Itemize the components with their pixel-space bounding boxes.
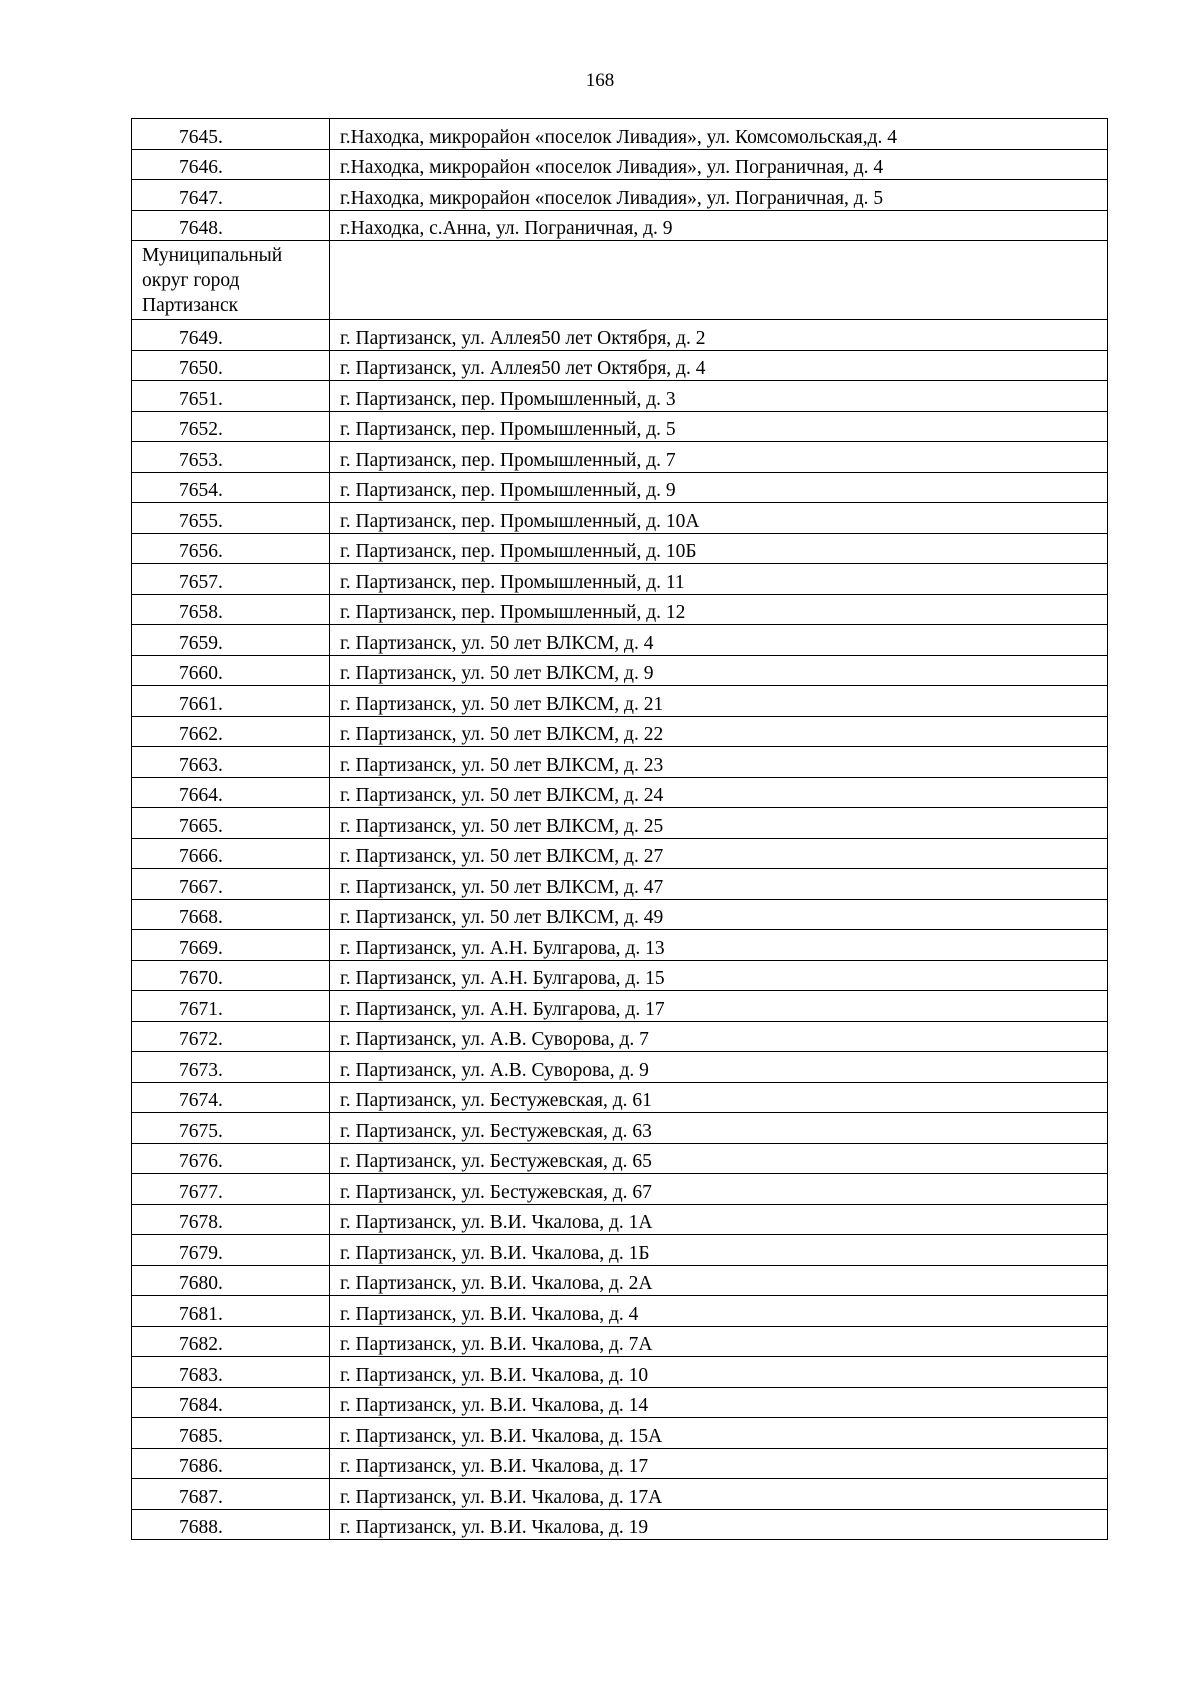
- table-row: [132, 564, 1108, 595]
- row-address: г. Партизанск, ул. А.Н. Булгарова, д. 17: [330, 991, 1108, 1022]
- row-address: г.Находка, микрорайон «поселок Ливадия», ул. Пограничная, д. 4: [330, 149, 1108, 180]
- row-number: 7652.: [132, 411, 330, 442]
- row-address: г. Партизанск, ул. В.И. Чкалова, д. 7А: [330, 1326, 1108, 1357]
- row-address: г. Партизанск, ул. Бестужевская, д. 65: [330, 1143, 1108, 1174]
- row-address: г. Партизанск, ул. В.И. Чкалова, д. 15А: [330, 1418, 1108, 1449]
- row-number: 7676.: [132, 1143, 330, 1174]
- row-number: 7660.: [132, 655, 330, 686]
- row-number: 7662.: [132, 716, 330, 747]
- row-number: 7656.: [132, 533, 330, 564]
- row-number: 7669.: [132, 930, 330, 961]
- table-row: [132, 1265, 1108, 1296]
- row-number: 7661.: [132, 686, 330, 717]
- row-address: г. Партизанск, ул. 50 лет ВЛКСМ, д. 24: [330, 777, 1108, 808]
- table-row: [132, 1418, 1108, 1449]
- row-address: г. Партизанск, ул. В.И. Чкалова, д. 14: [330, 1387, 1108, 1418]
- row-address: г. Партизанск, ул. 50 лет ВЛКСМ, д. 9: [330, 655, 1108, 686]
- table-row: [132, 180, 1108, 211]
- row-number: 7685.: [132, 1418, 330, 1449]
- row-address: г. Партизанск, ул. Бестужевская, д. 63: [330, 1113, 1108, 1144]
- row-number: 7679.: [132, 1235, 330, 1266]
- row-address: г. Партизанск, ул. 50 лет ВЛКСМ, д. 27: [330, 838, 1108, 869]
- row-number: 7650.: [132, 350, 330, 381]
- row-number: 7647.: [132, 180, 330, 211]
- table-row: [132, 472, 1108, 503]
- row-number: 7668.: [132, 899, 330, 930]
- row-address: г. Партизанск, пер. Промышленный, д. 10А: [330, 503, 1108, 534]
- row-number: 7675.: [132, 1113, 330, 1144]
- row-address: г. Партизанск, ул. В.И. Чкалова, д. 17А: [330, 1479, 1108, 1510]
- table-row: [132, 1357, 1108, 1388]
- row-number: 7670.: [132, 960, 330, 991]
- row-number: 7653.: [132, 442, 330, 473]
- section-address-cell: [330, 241, 1108, 320]
- row-address: г. Партизанск, ул. В.И. Чкалова, д. 1Б: [330, 1235, 1108, 1266]
- row-address: г. Партизанск, ул. В.И. Чкалова, д. 2А: [330, 1265, 1108, 1296]
- table-row: [132, 625, 1108, 656]
- row-address: г. Партизанск, ул. Аллея50 лет Октября, д. 4: [330, 350, 1108, 381]
- row-number: 7682.: [132, 1326, 330, 1357]
- row-address: г.Находка, с.Анна, ул. Пограничная, д. 9: [330, 210, 1108, 241]
- table-row: [132, 1235, 1108, 1266]
- row-address: г. Партизанск, ул. В.И. Чкалова, д. 4: [330, 1296, 1108, 1327]
- table-row: [132, 899, 1108, 930]
- row-address: г. Партизанск, пер. Промышленный, д. 3: [330, 381, 1108, 412]
- table-row: [132, 533, 1108, 564]
- row-address: г. Партизанск, ул. Аллея50 лет Октября, д. 2: [330, 320, 1108, 351]
- row-address: г.Находка, микрорайон «поселок Ливадия», ул. Комсомольская,д. 4: [330, 119, 1108, 150]
- row-number: 7649.: [132, 320, 330, 351]
- table-row: [132, 1326, 1108, 1357]
- table-row: [132, 1448, 1108, 1479]
- table-row: [132, 716, 1108, 747]
- table-row: [132, 411, 1108, 442]
- table-row: [132, 1174, 1108, 1205]
- row-address: г. Партизанск, пер. Промышленный, д. 11: [330, 564, 1108, 595]
- table-row: [132, 350, 1108, 381]
- row-number: 7686.: [132, 1448, 330, 1479]
- row-address: г. Партизанск, ул. Бестужевская, д. 61: [330, 1082, 1108, 1113]
- row-address: г. Партизанск, пер. Промышленный, д. 10Б: [330, 533, 1108, 564]
- row-number: 7648.: [132, 210, 330, 241]
- row-number: 7664.: [132, 777, 330, 808]
- table-row: [132, 119, 1108, 150]
- section-group: [132, 241, 1108, 320]
- row-address: г. Партизанск, пер. Промышленный, д. 7: [330, 442, 1108, 473]
- address-table: [131, 118, 1108, 1540]
- row-number: 7663.: [132, 747, 330, 778]
- table-row: [132, 1143, 1108, 1174]
- table-row: [132, 991, 1108, 1022]
- table-row: [132, 442, 1108, 473]
- page-number: 168: [585, 70, 615, 91]
- row-address: г. Партизанск, ул. 50 лет ВЛКСМ, д. 21: [330, 686, 1108, 717]
- row-number: 7654.: [132, 472, 330, 503]
- row-address: г.Находка, микрорайон «поселок Ливадия», ул. Пограничная, д. 5: [330, 180, 1108, 211]
- row-number: 7684.: [132, 1387, 330, 1418]
- table-row: [132, 1204, 1108, 1235]
- table-row: [132, 838, 1108, 869]
- table-row: [132, 747, 1108, 778]
- row-number: 7655.: [132, 503, 330, 534]
- row-number: 7672.: [132, 1021, 330, 1052]
- table-row: [132, 960, 1108, 991]
- row-number: 7681.: [132, 1296, 330, 1327]
- row-number: 7677.: [132, 1174, 330, 1205]
- table-row: [132, 1479, 1108, 1510]
- row-number: 7687.: [132, 1479, 330, 1510]
- table-row: [132, 686, 1108, 717]
- table-row: [132, 320, 1108, 351]
- table-row: [132, 655, 1108, 686]
- row-address: г. Партизанск, ул. В.И. Чкалова, д. 17: [330, 1448, 1108, 1479]
- row-number: 7671.: [132, 991, 330, 1022]
- row-number: 7651.: [132, 381, 330, 412]
- table-row: [132, 594, 1108, 625]
- row-address: г. Партизанск, ул. 50 лет ВЛКСМ, д. 49: [330, 899, 1108, 930]
- row-address: г. Партизанск, ул. А.Н. Булгарова, д. 15: [330, 960, 1108, 991]
- table-row: [132, 1052, 1108, 1083]
- row-address: г. Партизанск, ул. Бестужевская, д. 67: [330, 1174, 1108, 1205]
- row-address: г. Партизанск, ул. 50 лет ВЛКСМ, д. 22: [330, 716, 1108, 747]
- table-row: [132, 930, 1108, 961]
- row-address: г. Партизанск, ул. 50 лет ВЛКСМ, д. 25: [330, 808, 1108, 839]
- table-row: [132, 1113, 1108, 1144]
- table-row: [132, 381, 1108, 412]
- table-row: [132, 1387, 1108, 1418]
- row-number: 7657.: [132, 564, 330, 595]
- row-number: 7645.: [132, 119, 330, 150]
- table-body-part2: [132, 320, 1108, 1540]
- table-row: [132, 1296, 1108, 1327]
- table-row: [132, 1021, 1108, 1052]
- table-row: [132, 1509, 1108, 1540]
- row-number: 7674.: [132, 1082, 330, 1113]
- row-number: 7646.: [132, 149, 330, 180]
- row-address: г. Партизанск, ул. А.В. Суворова, д. 9: [330, 1052, 1108, 1083]
- row-address: г. Партизанск, ул. В.И. Чкалова, д. 19: [330, 1509, 1108, 1540]
- table-row: [132, 1082, 1108, 1113]
- row-address: г. Партизанск, ул. В.И. Чкалова, д. 1А: [330, 1204, 1108, 1235]
- row-address: г. Партизанск, ул. 50 лет ВЛКСМ, д. 47: [330, 869, 1108, 900]
- table-row: [132, 777, 1108, 808]
- table-row: [132, 503, 1108, 534]
- row-address: г. Партизанск, ул. 50 лет ВЛКСМ, д. 4: [330, 625, 1108, 656]
- row-number: 7683.: [132, 1357, 330, 1388]
- row-number: 7688.: [132, 1509, 330, 1540]
- table-row: [132, 808, 1108, 839]
- row-number: 7666.: [132, 838, 330, 869]
- row-address: г. Партизанск, пер. Промышленный, д. 9: [330, 472, 1108, 503]
- row-number: 7665.: [132, 808, 330, 839]
- row-number: 7680.: [132, 1265, 330, 1296]
- table-row: [132, 210, 1108, 241]
- row-address: г. Партизанск, ул. 50 лет ВЛКСМ, д. 23: [330, 747, 1108, 778]
- row-address: г. Партизанск, пер. Промышленный, д. 12: [330, 594, 1108, 625]
- table-row: [132, 869, 1108, 900]
- row-number: 7667.: [132, 869, 330, 900]
- row-number: 7659.: [132, 625, 330, 656]
- row-address: г. Партизанск, ул. А.Н. Булгарова, д. 13: [330, 930, 1108, 961]
- row-number: 7658.: [132, 594, 330, 625]
- section-title: Муниципальный округ город Партизанск: [132, 241, 330, 320]
- row-address: г. Партизанск, ул. В.И. Чкалова, д. 10: [330, 1357, 1108, 1388]
- row-number: 7678.: [132, 1204, 330, 1235]
- row-address: г. Партизанск, ул. А.В. Суворова, д. 7: [330, 1021, 1108, 1052]
- row-address: г. Партизанск, пер. Промышленный, д. 5: [330, 411, 1108, 442]
- table-body-part1: [132, 119, 1108, 241]
- section-header-row: [132, 241, 1108, 320]
- row-number: 7673.: [132, 1052, 330, 1083]
- table-row: [132, 149, 1108, 180]
